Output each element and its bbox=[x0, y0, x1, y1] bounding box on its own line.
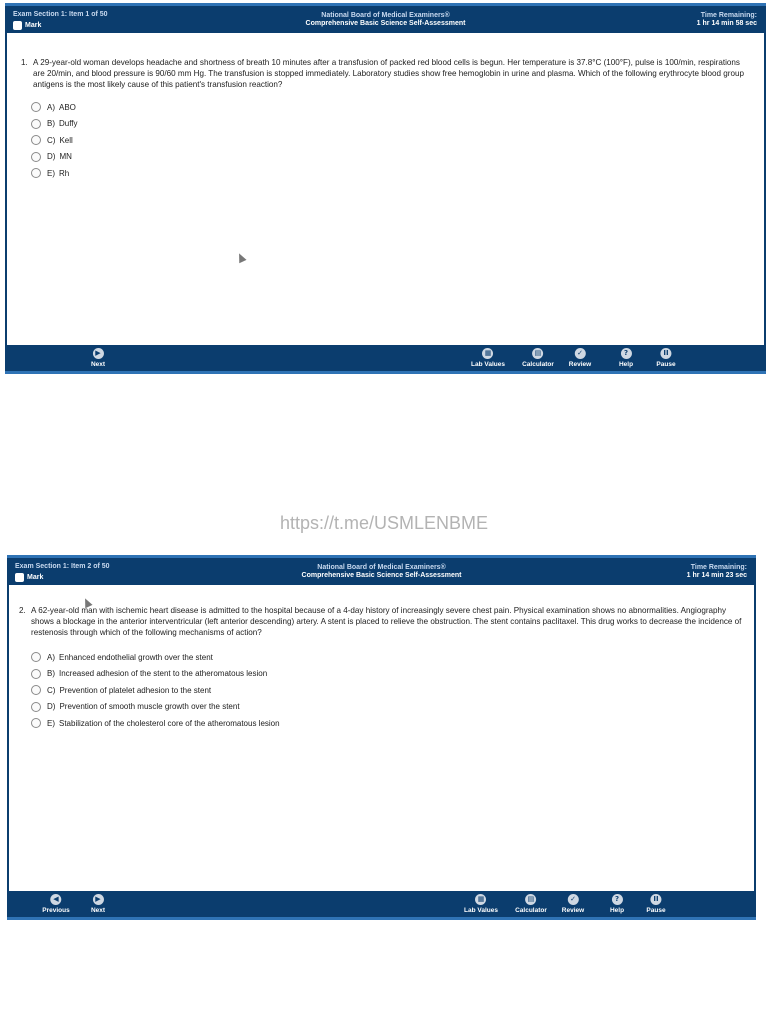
help-icon: ? bbox=[621, 348, 632, 359]
option-text: Duffy bbox=[59, 119, 78, 129]
exam-title bbox=[5, 12, 766, 28]
help-icon: ? bbox=[612, 894, 623, 905]
option-text: Enhanced endothelial growth over the stent bbox=[59, 652, 213, 662]
review-button[interactable] bbox=[569, 348, 591, 368]
option-letter: D) bbox=[47, 702, 56, 712]
answer-option-c[interactable] bbox=[31, 132, 78, 149]
question-number: 1. bbox=[21, 58, 28, 67]
radio-icon[interactable] bbox=[31, 669, 41, 679]
section-item-indicator: Exam Section 1: Item 1 of 50 bbox=[13, 11, 108, 18]
section-item-indicator: Exam Section 1: Item 2 of 50 bbox=[15, 563, 110, 570]
next-arrow-icon: ▶ bbox=[93, 348, 104, 359]
radio-icon[interactable] bbox=[31, 135, 41, 145]
answer-options bbox=[31, 649, 280, 732]
time-value: 1 hr 14 min 58 sec bbox=[696, 20, 757, 27]
radio-icon[interactable] bbox=[31, 718, 41, 728]
option-text: ABO bbox=[59, 102, 76, 112]
pause-label: Pause bbox=[646, 907, 666, 914]
lab-values-button[interactable] bbox=[464, 894, 498, 914]
option-letter: A) bbox=[47, 102, 55, 112]
pause-label: Pause bbox=[656, 361, 676, 368]
review-button[interactable] bbox=[562, 894, 584, 914]
mouse-cursor-icon bbox=[235, 252, 246, 264]
pause-icon: II bbox=[651, 894, 662, 905]
answer-option-e[interactable] bbox=[31, 165, 78, 182]
pause-button[interactable] bbox=[646, 894, 665, 914]
option-letter: E) bbox=[47, 718, 55, 728]
radio-icon[interactable] bbox=[31, 685, 41, 695]
review-label: Review bbox=[561, 907, 585, 914]
option-letter: E) bbox=[47, 168, 55, 178]
pause-icon: II bbox=[661, 348, 672, 359]
next-button[interactable] bbox=[91, 894, 105, 914]
lab-values-icon: ▦ bbox=[483, 348, 494, 359]
question-area bbox=[7, 585, 756, 891]
option-letter: B) bbox=[47, 119, 55, 129]
pause-button[interactable] bbox=[656, 348, 675, 368]
next-arrow-icon: ▶ bbox=[93, 894, 104, 905]
option-letter: C) bbox=[47, 685, 56, 695]
calculator-button[interactable] bbox=[522, 348, 554, 368]
radio-icon[interactable] bbox=[31, 652, 41, 662]
footer-toolbar bbox=[7, 891, 756, 920]
question-stem bbox=[21, 57, 753, 90]
exam-name: Comprehensive Basic Science Self-Assessment bbox=[305, 20, 466, 27]
lab-values-label: Lab Values bbox=[471, 361, 505, 368]
radio-icon[interactable] bbox=[31, 152, 41, 162]
option-text: Kell bbox=[59, 135, 73, 145]
option-text: Increased adhesion of the stent to the atheromatous lesion bbox=[59, 669, 268, 679]
help-button[interactable] bbox=[619, 348, 633, 368]
time-remaining bbox=[687, 564, 747, 580]
lab-values-button[interactable] bbox=[471, 348, 505, 368]
review-label: Review bbox=[568, 361, 592, 368]
answer-option-d[interactable] bbox=[31, 699, 280, 716]
calculator-icon: ▤ bbox=[525, 894, 536, 905]
exam-screen-item-1 bbox=[5, 3, 766, 374]
lab-values-label: Lab Values bbox=[464, 907, 498, 914]
radio-icon[interactable] bbox=[31, 102, 41, 112]
review-check-icon: ✓ bbox=[568, 894, 579, 905]
option-text: Prevention of platelet adhesion to the stent bbox=[59, 685, 212, 695]
answer-options bbox=[31, 99, 78, 182]
lab-values-icon: ▦ bbox=[476, 894, 487, 905]
option-letter: A) bbox=[47, 652, 55, 662]
answer-option-a[interactable] bbox=[31, 649, 280, 666]
radio-icon[interactable] bbox=[31, 119, 41, 129]
answer-option-b[interactable] bbox=[31, 116, 78, 133]
question-stem bbox=[19, 605, 743, 638]
question-text: A 29-year-old woman develops headache and shortness of breath 10 minutes after a transfusion of packed red blood cells is begun. Her temperature is 37.8°C (100°F), pulse is 100/min, respirations are 20/min, and blood pressure is 90/60 mm Hg. The transfusion is stopped immediately. Laboratory studies show free hemoglobin in urine and plasma. Which of the following erythrocyte blood group antigens is the most likely cause of this patient's transfusion reaction? bbox=[33, 58, 744, 89]
footer-toolbar bbox=[5, 345, 766, 374]
org-name: National Board of Medical Examiners® bbox=[321, 12, 450, 19]
exam-title bbox=[7, 564, 756, 580]
question-area bbox=[5, 33, 766, 345]
question-number: 2. bbox=[19, 606, 26, 615]
option-text: Rh bbox=[59, 168, 70, 178]
radio-icon[interactable] bbox=[31, 168, 41, 178]
exam-name: Comprehensive Basic Science Self-Assessment bbox=[301, 572, 462, 579]
option-text: Prevention of smooth muscle growth over the stent bbox=[59, 702, 240, 712]
review-check-icon: ✓ bbox=[575, 348, 586, 359]
header-bar bbox=[5, 3, 766, 33]
header-bar bbox=[7, 555, 756, 585]
help-label: Help bbox=[618, 361, 634, 368]
next-label: Next bbox=[90, 907, 106, 914]
option-letter: C) bbox=[47, 135, 56, 145]
exam-screen-item-2 bbox=[7, 555, 756, 920]
watermark-url: https://t.me/USMLENBME bbox=[279, 513, 489, 533]
calculator-button[interactable] bbox=[515, 894, 547, 914]
mark-label: Mark bbox=[27, 574, 44, 581]
previous-label: Previous bbox=[42, 907, 70, 914]
time-label: Time Remaining: bbox=[690, 564, 747, 571]
previous-arrow-icon: ◀ bbox=[51, 894, 62, 905]
calculator-icon: ▤ bbox=[532, 348, 543, 359]
option-letter: D) bbox=[47, 152, 56, 162]
question-text: A 62-year-old man with ischemic heart disease is admitted to the hospital because of a 4-day history of increasingly severe chest pain. Physical examination shows no abnormalities. Angiography shows a blockage in the anterior interventricular (left anterior descending) artery. A stent is placed to relieve the obstruction. The stent contains paclitaxel. This drug works to decrease the incidence of restenosis through which of the following mechanisms of action? bbox=[31, 606, 742, 637]
calculator-label: Calculator bbox=[515, 907, 547, 914]
help-button[interactable] bbox=[610, 894, 624, 914]
time-label: Time Remaining: bbox=[700, 12, 757, 19]
option-letter: B) bbox=[47, 669, 55, 679]
help-label: Help bbox=[609, 907, 625, 914]
time-remaining bbox=[697, 12, 757, 28]
answer-option-c[interactable] bbox=[31, 682, 280, 699]
answer-option-e[interactable] bbox=[31, 715, 280, 732]
option-text: MN bbox=[59, 152, 72, 162]
next-button[interactable] bbox=[91, 348, 105, 368]
option-text: Stabilization of the cholesterol core of the atheromatous lesion bbox=[59, 718, 280, 728]
answer-option-b[interactable] bbox=[31, 666, 280, 683]
time-value: 1 hr 14 min 23 sec bbox=[686, 572, 747, 579]
calculator-label: Calculator bbox=[522, 361, 554, 368]
previous-button[interactable] bbox=[42, 894, 69, 914]
answer-option-d[interactable] bbox=[31, 149, 78, 166]
answer-option-a[interactable] bbox=[31, 99, 78, 116]
mark-label: Mark bbox=[25, 22, 42, 29]
org-name: National Board of Medical Examiners® bbox=[317, 564, 446, 571]
radio-icon[interactable] bbox=[31, 702, 41, 712]
next-label: Next bbox=[90, 361, 106, 368]
